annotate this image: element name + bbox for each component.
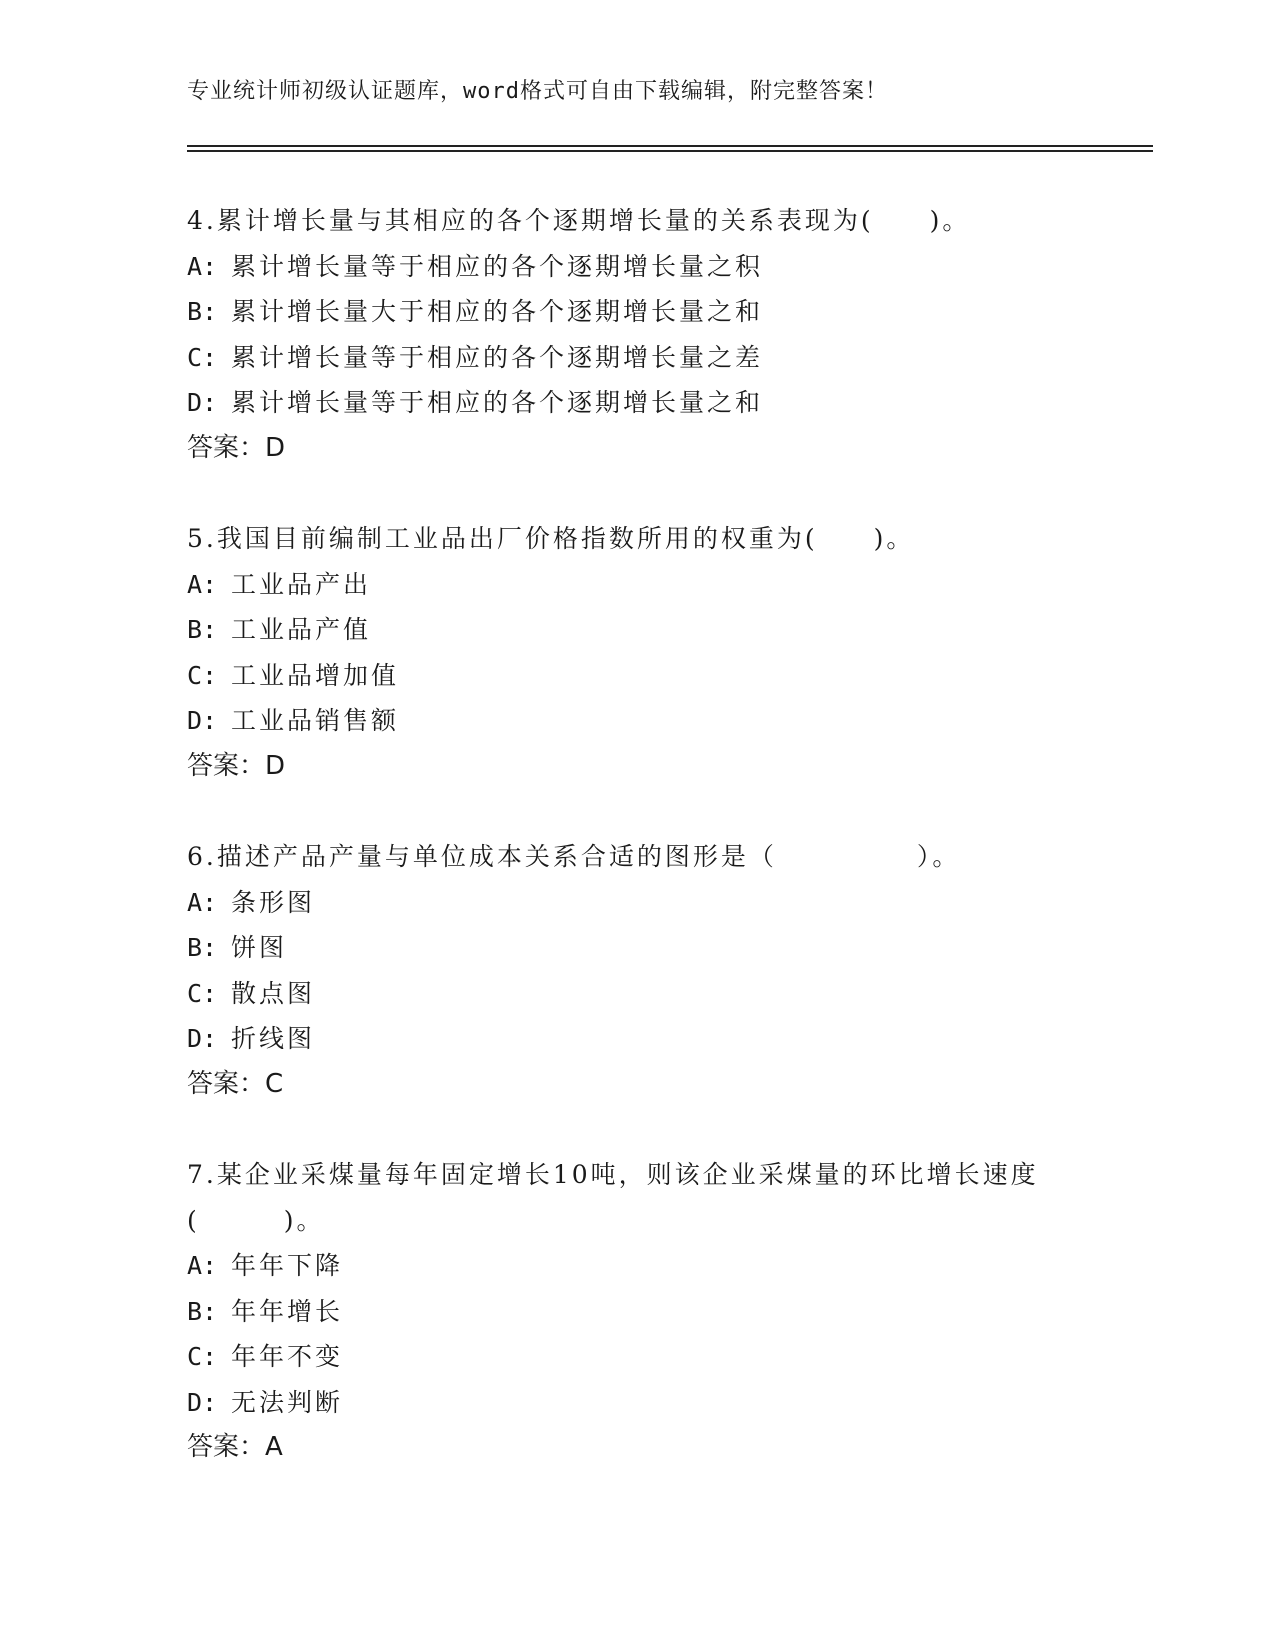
question-stem: 6.描述产品产量与单位成本关系合适的图形是（ ）。	[187, 842, 961, 871]
option-a	[187, 1243, 1087, 1289]
question-stem: 5.我国目前编制工业品出厂价格指数所用的权重为( )。	[187, 524, 915, 553]
option-letter: A:	[187, 887, 218, 917]
option-text: 工业品产值	[231, 615, 372, 644]
question-7	[187, 1152, 1087, 1471]
option-text: 折线图	[231, 1024, 316, 1053]
option-b	[187, 289, 1087, 335]
option-text: 无法判断	[231, 1387, 344, 1417]
option-a	[187, 244, 1087, 290]
option-letter: D:	[187, 706, 218, 735]
option-b	[187, 607, 1087, 653]
option-a	[187, 562, 1087, 608]
option-text: 累计增长量等于相应的各个逐期增长量之积	[231, 251, 764, 281]
option-a	[187, 880, 1087, 926]
answer: 答案：C	[187, 1068, 284, 1099]
question-list	[187, 198, 1087, 1516]
option-letter: A:	[187, 1251, 218, 1280]
question-5	[187, 516, 1087, 789]
option-letter: B:	[187, 297, 218, 326]
option-b	[187, 1289, 1087, 1335]
option-b	[187, 925, 1087, 971]
option-text: 累计增长量等于相应的各个逐期增长量之差	[231, 342, 764, 372]
option-text: 工业品增加值	[231, 660, 400, 690]
option-text: 饼图	[231, 933, 288, 962]
option-letter: B:	[187, 615, 218, 644]
question-stem: 7.某企业采煤量每年固定增长10吨，则该企业采煤量的环比增长速度( )。	[187, 1160, 1039, 1235]
option-text: 年年增长	[231, 1296, 344, 1326]
page-header: 专业统计师初级认证题库，word格式可自由下载编辑，附完整答案！	[187, 79, 888, 104]
question-6	[187, 834, 1087, 1107]
option-text: 年年下降	[231, 1251, 344, 1280]
option-text: 散点图	[231, 978, 316, 1008]
option-letter: D:	[187, 388, 218, 417]
option-letter: D:	[187, 1387, 218, 1417]
answer: 答案：D	[187, 432, 286, 463]
option-c	[187, 1334, 1087, 1380]
option-text: 工业品销售额	[231, 706, 400, 735]
option-letter: C:	[187, 660, 218, 690]
option-d	[187, 1380, 1087, 1426]
option-letter: C:	[187, 978, 218, 1008]
option-c	[187, 653, 1087, 699]
option-letter: C:	[187, 342, 218, 372]
option-text: 累计增长量等于相应的各个逐期增长量之和	[231, 388, 764, 417]
option-d	[187, 380, 1087, 426]
option-letter: C:	[187, 1342, 218, 1371]
answer: 答案：A	[187, 1432, 283, 1462]
option-letter: D:	[187, 1024, 218, 1053]
option-text: 累计增长量大于相应的各个逐期增长量之和	[231, 297, 764, 326]
option-c	[187, 971, 1087, 1017]
header-divider	[187, 145, 1153, 152]
option-text: 年年不变	[231, 1342, 344, 1371]
option-text: 工业品产出	[231, 569, 372, 599]
question-stem: 4.累计增长量与其相应的各个逐期增长量的关系表现为( )。	[187, 206, 971, 235]
option-c	[187, 335, 1087, 381]
option-letter: B:	[187, 1296, 218, 1326]
option-letter: B:	[187, 933, 218, 962]
question-4	[187, 198, 1087, 471]
answer: 答案：D	[187, 750, 286, 781]
option-letter: A:	[187, 251, 218, 281]
option-letter: A:	[187, 569, 218, 599]
option-d	[187, 698, 1087, 744]
option-d	[187, 1016, 1087, 1062]
option-text: 条形图	[231, 887, 316, 917]
